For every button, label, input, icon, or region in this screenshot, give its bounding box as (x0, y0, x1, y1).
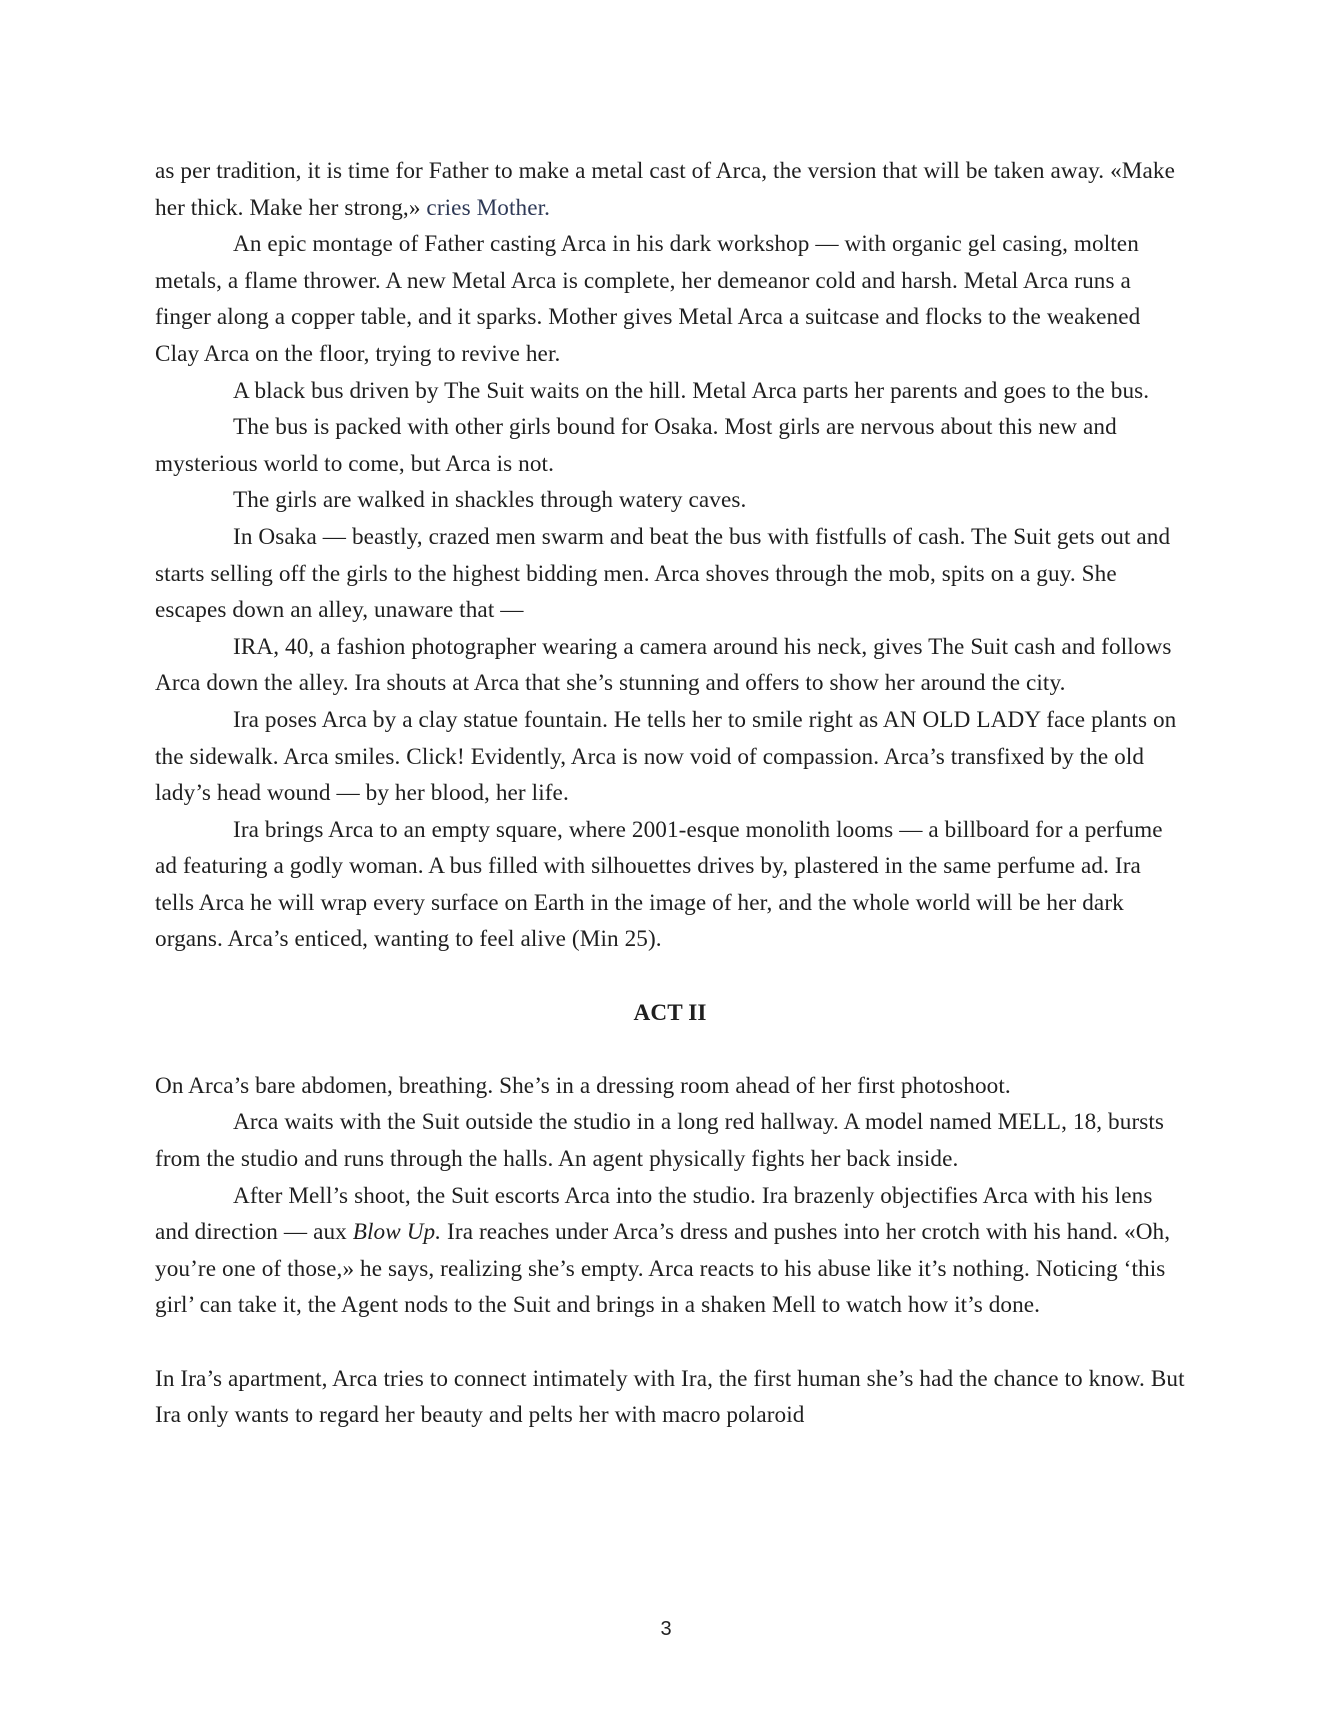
paragraph (155, 153, 1185, 226)
paragraph: In Ira’s apartment, Arca tries to connect intimately with Ira, the first human she’s had the chance to know. But Ira only wants to regard her beauty and pelts her with macro polaroid (155, 1365, 1185, 1429)
page-number: 3 (660, 1618, 672, 1640)
paragraph: Ira brings Arca to an empty square, where 2001-esque monolith looms — a billboard for a perfume ad featuring a godly woman. A bus filled with silhouettes drives by, plastered in the same perfume ad. Ira tells Arca he will wrap every surface on Earth in the image of her, and the whole world will be her dark organs. Arca’s enticed, wanting to feel alive (Min 25). (155, 816, 1163, 953)
paragraph-text: as per tradition, it is time for Father to make a metal cast of Arca, the version that will be taken away. «Make her thick. Make her strong,» (155, 158, 1175, 221)
paragraph: Arca waits with the Suit outside the studio in a long red hallway. A model named MELL, 18, bursts from the studio and runs through the halls. An agent physically fights her back inside. (155, 1109, 1165, 1173)
film-title: Blow Up. (352, 1219, 442, 1246)
act-heading: ACT II (633, 999, 707, 1026)
paragraph: An epic montage of Father casting Arca in his dark workshop — with organic gel casing, molten metals, a flame thrower. A new Metal Arca is complete, her demeanor cold and harsh. Metal Arca runs a finger along a copper table, and it sparks. Mother gives Metal Arca a suitcase and flocks to the weakened Clay Arca on the floor, trying to revive her. (155, 231, 1141, 367)
paragraph: IRA, 40, a fashion photographer wearing a camera around his neck, gives The Suit cash and follows Arca down the alley. Ira shouts at Arca that she’s stunning and offers to show her around the city. (155, 633, 1172, 697)
paragraph-text-highlight: cries Mother. (426, 194, 551, 221)
paragraph: In Osaka — beastly, crazed men swarm and beat the bus with fistfulls of cash. The Suit gets out and starts selling off the girls to the highest bidding men. Arca shoves through the mob, spits on a guy. She escapes down an alley, unaware that — (155, 523, 1171, 624)
paragraph: Ira poses Arca by a clay statue fountain. He tells her to smile right as AN OLD LADY face plants on the sidewalk. Arca smiles. Click! Evidently, Arca is now void of compassion. Arca’s transfixed by the old lady’s head wound — by her blood, her life. (155, 706, 1177, 807)
paragraph-gap (155, 1324, 1185, 1361)
paragraph-text: Ira reaches under Arca’s dress and pushes into her crotch with his hand. «Oh, you’re one of those,» he says, realizing she’s empty. Arca reacts to his abuse like it’s nothing. Noticing ‘this girl’ can take it, the Agent nods to the Suit and brings in a shaken Mell to watch how it’s done. (155, 1219, 1171, 1319)
paragraph: A black bus driven by The Suit waits on the hill. Metal Arca parts her parents and goes to the bus. (233, 377, 1150, 404)
paragraph (155, 1178, 1185, 1324)
paragraph: The bus is packed with other girls bound for Osaka. Most girls are nervous about this new and mysterious world to come, but Arca is not. (155, 414, 1117, 477)
document-body (155, 153, 1185, 1434)
paragraph: The girls are walked in shackles through watery caves. (233, 487, 747, 514)
paragraph-text: After Mell’s shoot, the Suit escorts Arca into the studio. Ira brazenly objectifies Arca with his lens and direction — aux (155, 1182, 1153, 1246)
paragraph: On Arca’s bare abdomen, breathing. She’s in a dressing room ahead of her first photoshoot. (155, 1072, 1011, 1099)
